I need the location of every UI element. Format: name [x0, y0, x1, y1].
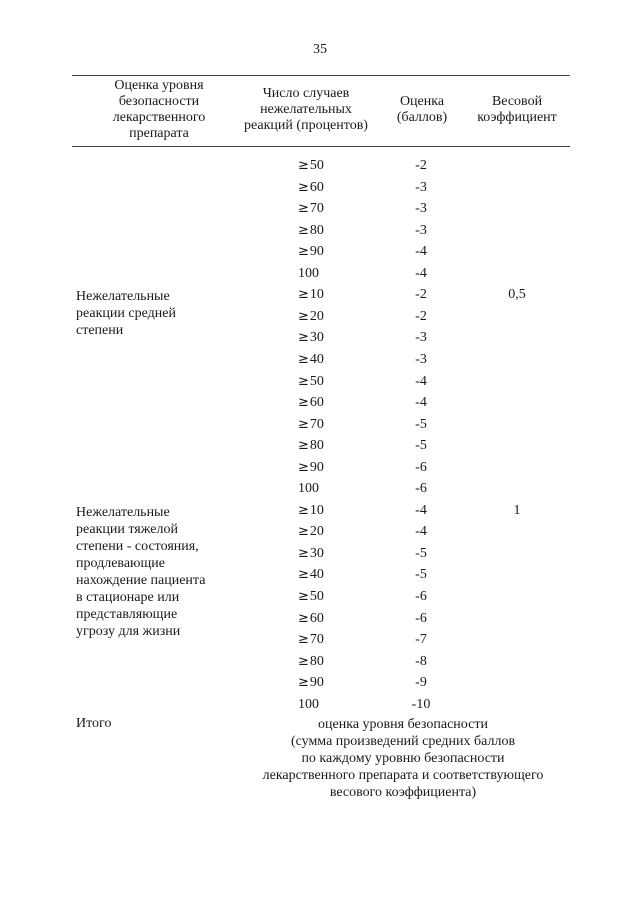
cases-value: 100	[298, 481, 319, 496]
cases-cell	[298, 330, 368, 346]
cases-value: 50	[309, 158, 324, 173]
cases-value: 30	[309, 330, 324, 345]
geq-symbol: ≥	[298, 309, 309, 324]
group-label-line: нахождение пациента	[76, 573, 206, 588]
score-cell: -7	[415, 632, 427, 647]
header-line: лекарственного	[112, 110, 206, 125]
cases-cell	[298, 266, 368, 282]
weight-cell: 0,5	[508, 287, 526, 302]
total-line: весового коэффициента)	[329, 785, 477, 800]
header-line: Число случаев	[262, 86, 350, 101]
group-label-line: степени - состояния,	[76, 539, 199, 554]
cases-cell	[298, 546, 368, 562]
total-line: по каждому уровню безопасности	[301, 751, 505, 766]
geq-symbol: ≥	[298, 352, 309, 367]
cases-cell	[298, 180, 368, 196]
cases-value: 90	[309, 460, 324, 475]
cases-cell	[298, 611, 368, 627]
table-row	[0, 201, 640, 219]
header-line: безопасности	[118, 94, 200, 109]
geq-symbol: ≥	[298, 438, 309, 453]
score-cell: -4	[415, 395, 427, 410]
cases-value: 10	[309, 287, 324, 302]
cases-value: 30	[309, 546, 324, 561]
cases-value: 90	[309, 675, 324, 690]
table-row	[0, 481, 640, 499]
cases-cell	[298, 352, 368, 368]
group-label-line: степени	[76, 323, 124, 338]
score-cell: -6	[415, 460, 427, 475]
cases-value: 70	[309, 417, 324, 432]
table-row	[0, 438, 640, 456]
geq-symbol: ≥	[298, 632, 309, 647]
score-cell: -6	[415, 481, 427, 496]
geq-symbol: ≥	[298, 287, 309, 302]
table-row	[0, 374, 640, 392]
geq-symbol: ≥	[298, 675, 309, 690]
table-row	[0, 675, 640, 693]
weight-cell: 1	[513, 503, 521, 518]
header-line: Оценка уровня	[114, 78, 204, 93]
score-cell: -4	[415, 374, 427, 389]
cases-value: 100	[298, 697, 319, 712]
cases-value: 60	[309, 611, 324, 626]
group-label-line: продлевающие	[76, 556, 165, 571]
header-line: коэффициент	[477, 110, 557, 125]
cases-value: 80	[309, 223, 324, 238]
table-row	[0, 697, 640, 715]
geq-symbol: ≥	[298, 395, 309, 410]
cases-cell	[298, 697, 368, 713]
header-case-count	[234, 86, 378, 134]
geq-symbol: ≥	[298, 201, 309, 216]
cases-cell	[298, 438, 368, 454]
cases-cell	[298, 481, 368, 497]
group-label-line: Нежелательные	[76, 289, 170, 304]
total-label: Итого	[76, 716, 112, 731]
cases-value: 50	[309, 589, 324, 604]
geq-symbol: ≥	[298, 589, 309, 604]
score-cell: -10	[411, 697, 431, 712]
geq-symbol: ≥	[298, 611, 309, 626]
table-row	[0, 223, 640, 241]
score-cell: -3	[415, 330, 427, 345]
group-label-line: реакции средней	[76, 306, 176, 321]
score-cell: -3	[415, 201, 427, 216]
geq-symbol: ≥	[298, 244, 309, 259]
cases-cell	[298, 395, 368, 411]
score-cell: -2	[415, 158, 427, 173]
score-cell: -6	[415, 589, 427, 604]
group-label-line: в стационаре или	[76, 590, 180, 605]
score-cell: -3	[415, 223, 427, 238]
table-row	[0, 417, 640, 435]
cases-cell	[298, 632, 368, 648]
group-label-line: реакции тяжелой	[76, 522, 178, 537]
score-cell: -5	[415, 417, 427, 432]
table-row	[0, 158, 640, 176]
group-label	[76, 504, 266, 640]
cases-cell	[298, 374, 368, 390]
header-safety-level	[92, 78, 226, 142]
cases-cell	[298, 675, 368, 691]
cases-cell	[298, 460, 368, 476]
table-row	[0, 180, 640, 198]
total-line: лекарственного препарата и соответствующего	[262, 768, 544, 783]
geq-symbol: ≥	[298, 180, 309, 195]
cases-value: 40	[309, 352, 324, 367]
total-description	[238, 716, 568, 801]
cases-value: 60	[309, 395, 324, 410]
header-score	[384, 94, 460, 126]
group-label-line: Нежелательные	[76, 505, 170, 520]
geq-symbol: ≥	[298, 158, 309, 173]
score-cell: -2	[415, 309, 427, 324]
table-top-rule	[72, 75, 570, 76]
header-line: нежелательных	[260, 102, 352, 117]
score-cell: -4	[415, 503, 427, 518]
header-line: реакций (процентов)	[244, 118, 368, 133]
cases-value: 80	[309, 654, 324, 669]
table-row	[0, 460, 640, 478]
cases-cell	[298, 654, 368, 670]
group-label-line: представляющие	[76, 607, 178, 622]
geq-symbol: ≥	[298, 330, 309, 345]
cases-value: 20	[309, 524, 324, 539]
cases-cell	[298, 589, 368, 605]
cases-cell	[298, 158, 368, 174]
cases-cell	[298, 524, 368, 540]
total-line: (сумма произведений средних баллов	[290, 734, 516, 749]
cases-value: 80	[309, 438, 324, 453]
header-line: (баллов)	[396, 110, 448, 125]
header-line: препарата	[129, 126, 189, 141]
score-cell: -6	[415, 611, 427, 626]
header-line: Оценка	[399, 94, 445, 109]
table-row	[0, 654, 640, 672]
table-row	[0, 266, 640, 284]
geq-symbol: ≥	[298, 546, 309, 561]
cases-cell	[298, 287, 368, 303]
score-cell: -2	[415, 287, 427, 302]
cases-cell	[298, 503, 368, 519]
geq-symbol: ≥	[298, 223, 309, 238]
score-cell: -5	[415, 438, 427, 453]
score-cell: -3	[415, 180, 427, 195]
total-line: оценка уровня безопасности	[318, 717, 488, 732]
cases-value: 60	[309, 180, 324, 195]
table-row	[0, 352, 640, 370]
header-line: Весовой	[491, 94, 543, 109]
geq-symbol: ≥	[298, 374, 309, 389]
score-cell: -8	[415, 654, 427, 669]
table-row	[0, 244, 640, 262]
geq-symbol: ≥	[298, 654, 309, 669]
geq-symbol: ≥	[298, 503, 309, 518]
cases-value: 70	[309, 632, 324, 647]
cases-cell	[298, 309, 368, 325]
cases-cell	[298, 201, 368, 217]
cases-cell	[298, 567, 368, 583]
score-cell: -5	[415, 546, 427, 561]
score-cell: -3	[415, 352, 427, 367]
cases-value: 10	[309, 503, 324, 518]
cases-value: 70	[309, 201, 324, 216]
table-row	[0, 395, 640, 413]
group-label	[76, 288, 266, 339]
score-cell: -9	[415, 675, 427, 690]
cases-value: 40	[309, 567, 324, 582]
score-cell: -4	[415, 524, 427, 539]
page-number: 35	[313, 42, 327, 57]
cases-cell	[298, 223, 368, 239]
cases-value: 90	[309, 244, 324, 259]
geq-symbol: ≥	[298, 567, 309, 582]
score-cell: -5	[415, 567, 427, 582]
cases-cell	[298, 417, 368, 433]
geq-symbol: ≥	[298, 417, 309, 432]
geq-symbol: ≥	[298, 524, 309, 539]
cases-value: 50	[309, 374, 324, 389]
group-label-line: угрозу для жизни	[76, 624, 181, 639]
cases-value: 100	[298, 266, 319, 281]
cases-value: 20	[309, 309, 324, 324]
score-cell: -4	[415, 266, 427, 281]
table-header-rule	[72, 146, 570, 147]
geq-symbol: ≥	[298, 460, 309, 475]
score-cell: -4	[415, 244, 427, 259]
cases-cell	[298, 244, 368, 260]
header-weight	[470, 94, 564, 126]
